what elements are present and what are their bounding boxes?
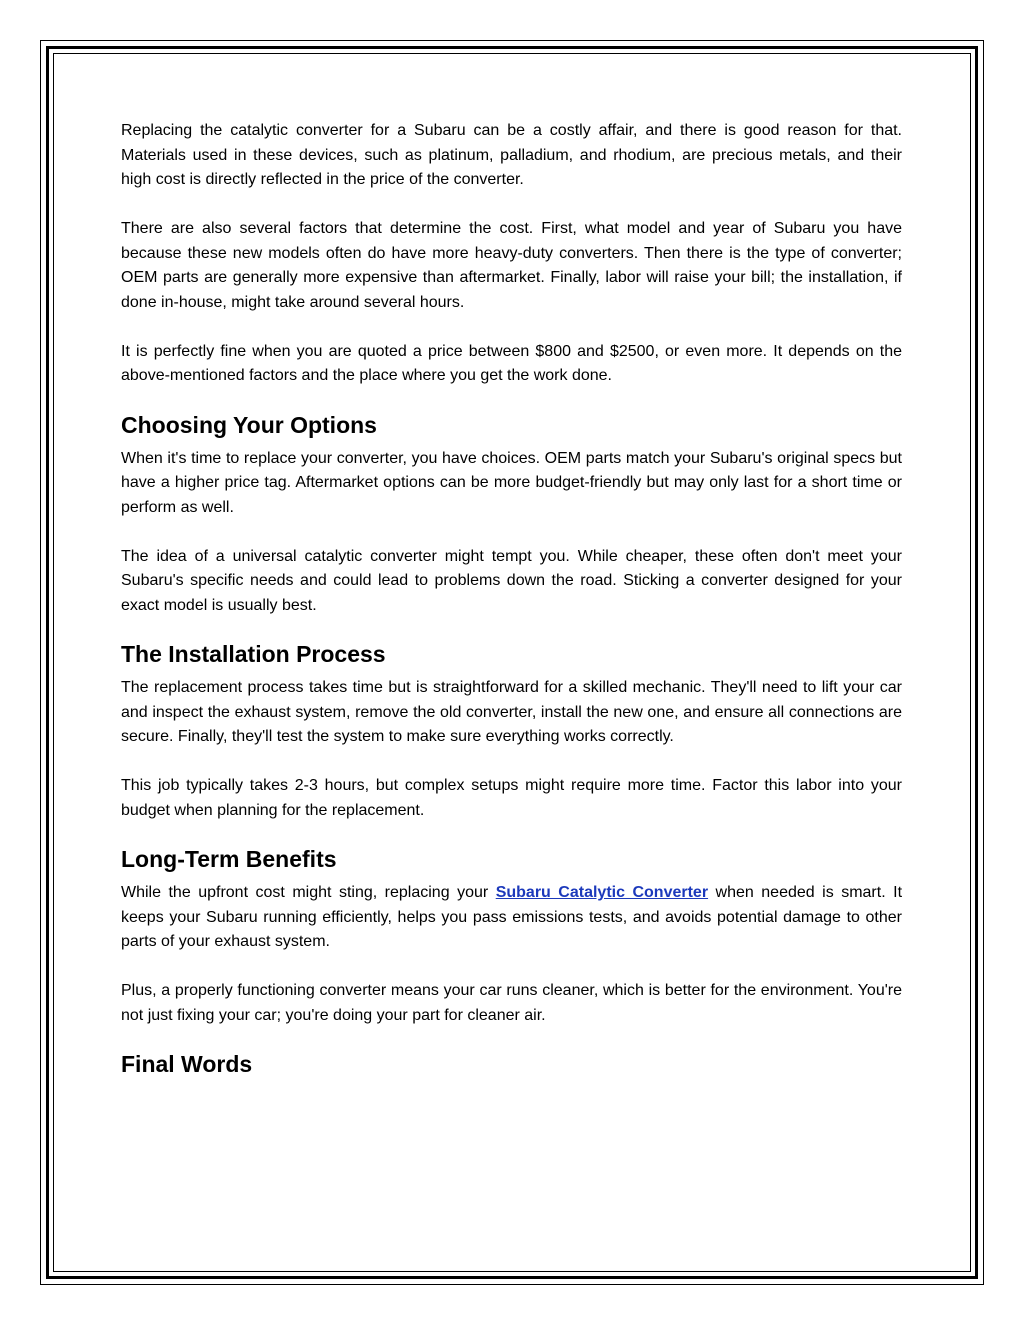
benefits-paragraph-1: [121, 881, 902, 955]
benefits-paragraph-2: Plus, a properly functioning converter means your car runs cleaner, which is better for the environment. You're not just fixing your car; you're doing your part for cleaner air.: [121, 982, 902, 1024]
heading-choosing-options: Choosing Your Options: [121, 411, 377, 438]
benefits-text-after-link: when needed is smart. It keeps your Subaru running efficiently, helps you pass emissions tests, and avoids potential damage to other parts of your exhaust system.: [121, 884, 903, 950]
options-paragraph-1: When it's time to replace your converter, you have choices. OEM parts match your Subaru's original specs but have a higher price tag. Aftermarket options can be more budget-friendly but may only last for a short time or perform as well.: [121, 449, 902, 516]
installation-paragraph-1: The replacement process takes time but is straightforward for a skilled mechanic. They'll need to lift your car and inspect the exhaust system, remove the old converter, install the new one, and ensure all connections are secure. Finally, they'll test the system to make sure everything works correctly.: [121, 679, 902, 745]
intro-paragraph-2: There are also several factors that determine the cost. First, what model and year of Subaru you have because these new models often do have more heavy-duty converters. Then there is the type of converter; OEM parts are generally more expensive than aftermarket. Finally, labor will raise your bill; the installation, if done in-house, might take around several hours.: [121, 220, 902, 311]
heading-final-words: Final Words: [121, 1051, 253, 1077]
intro-paragraph-3: It is perfectly fine when you are quoted a price between $800 and $2500, or even more. It depends on the above-mentioned factors and the place where you get the work done.: [121, 342, 902, 384]
heading-installation-process: The Installation Process: [121, 641, 386, 667]
subaru-catalytic-converter-link[interactable]: Subaru Catalytic Converter: [495, 884, 709, 901]
benefits-text-before-link: While the upfront cost might sting, replacing your: [121, 884, 496, 901]
options-paragraph-2: The idea of a universal catalytic converter might tempt you. While cheaper, these often don't meet your Subaru's specific needs and could lead to problems down the road. Sticking a converter designed for your exact model is usually best.: [121, 547, 902, 614]
installation-paragraph-2: This job typically takes 2-3 hours, but complex setups might require more time. Factor this labor into your budget when planning for the replacement.: [121, 777, 902, 819]
intro-paragraph-1: Replacing the catalytic converter for a Subaru can be a costly affair, and there is good reason for that. Materials used in these devices, such as platinum, palladium, and rhodium, are precious metals, and their high cost is directly reflected in the price of the converter.: [121, 122, 902, 188]
document-body: [121, 119, 902, 1079]
heading-long-term-benefits: Long-Term Benefits: [121, 846, 337, 872]
